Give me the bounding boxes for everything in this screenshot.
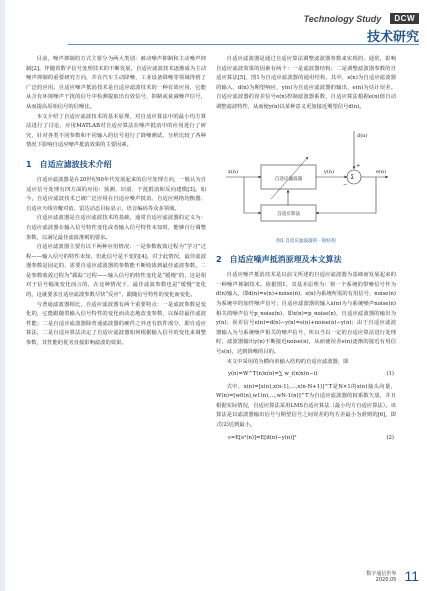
section-number: 1 bbox=[26, 159, 32, 169]
paragraph: 自适应滤波器是在20世纪60年代发展起来的信号处理方向，一般认为自适应信号处理有四方面的应用：预测、识别、干扰抵消和反向建模[3]。如今，自适应滤波技术已被广泛应用在自适应噪声抵消、自适应网络均衡器、自适应天线旁瓣对消、雷达动态目标显示、语音编码等众多领域。 bbox=[26, 176, 206, 212]
filter-label: 自适应滤波器 bbox=[274, 176, 303, 182]
equation-number: (2) bbox=[386, 434, 394, 441]
paragraph: 自适应噪声抵消技术是以前文所述的自适应滤波器为基础而发展起来的一种噪声抑制技术。依据图1，其基本原理为：将一个系统的带噪信号作为d(n)输入，即d(n)=s(n)+noise(n)，s(n)为系统所需的有用信号，noise(n)为系统中的加性噪声信号；自适应滤波器的输入x(n)为与系统噪声noise(n)相关的噪声信号p_noise(n)，即x(n)=p_noise(n)，自适应滤波器的输出为y(n)；误差信号e(n)=d(n)−y(n)=s(n)+noise(n)−y(n)；由于自适应滤波器输入为与系统噪声相关的噪声信号，所以当以一定的自适应算法进行处理时，滤波器输出y(n)不断接近noise(n)，从而使误差e(n)逐渐的接近有用信号s(n)，达到降噪的目的。 bbox=[216, 272, 396, 355]
dcw-logo: DCW bbox=[390, 13, 419, 24]
section-title: 自适应噪声抵消原理及本文算法 bbox=[229, 255, 342, 265]
section-heading-1 bbox=[26, 159, 206, 171]
block-diagram bbox=[216, 117, 396, 235]
label-e: e(n) bbox=[376, 168, 387, 175]
equation-number: (1) bbox=[386, 371, 394, 378]
section-title: 自适应滤波技术介绍 bbox=[39, 159, 112, 169]
label-y: y(n) bbox=[324, 168, 334, 175]
paragraph: 目前，噪声抑制的方式主要分为两大类别：被动噪声抑制和主动噪声抑制[2]。伴随着数字信号处理技术的不断发展，自适应滤波技术逐渐成为主动噪声抑制的重要研究方向，并在汽车主动降噪、工业设备降噪等领域得到了广泛的应用。自适应噪声抵消技术是自适应滤波技术的一种有效应用，它能从含有环境噪声干扰的信号中检测提取出有效信号，抑制或衰减噪声信号，从而提高原始信号的信噪比。 bbox=[26, 56, 206, 110]
algorithm-label: 自适应算法 bbox=[277, 211, 300, 217]
footer-magazine-info bbox=[366, 570, 396, 583]
label-x: x(n) bbox=[228, 168, 238, 175]
paragraph: 与普通滤波器相比，自适应滤波器有两个重要特点：一是滤波参数是变化的，它能跟随着输入信号特性的变化而动态地改变参数，以保持最佳滤波性能；二是自适应滤波器除普通滤波器的硬件之外还有软件部分，即自适应算法，二是自适应算法决定了自适应滤波器如何根据输入信号的变化来调整参数，其性能的优劣直接影响滤波的效果。 bbox=[26, 301, 206, 347]
header-rule bbox=[68, 44, 419, 45]
page-number: 11 bbox=[404, 568, 419, 584]
paragraph: 式中，x(n)=[x(n),x(n-1),…,x(n-N+1)]^T是N×1的x(n)抽头向量，W(n)=[w0(n),w1(n),…,wN-1(n)]^T为自适应滤波器的权系数矢量，并且根据实际情况，自适应算法采用LMS自适应算法（最小均方自适应算法）。该算法是以滤波器输出信号与期望信号之间误差的均方差最小为准则的[6]，即式(2)达到最小。 bbox=[216, 383, 396, 429]
input-tap-line bbox=[244, 177, 261, 213]
label-d: d(n) bbox=[357, 132, 368, 139]
paragraph: 自适应滤波器是通过自适应算法调整滤波器参数来实现的，通常，影响自适应滤波效果的因素有两个：一是滤波器结构；二是调整滤波器参数的自适应算法[5]。图1为自适应滤波器的通用结构，其中，x(n)为自适应滤波器的输入、d(n)为期望响应，y(n)为自适应滤波器的输出，e(n)为估计误差。自适应滤波器的误差信号e(n)控制滤波器系数，自适应算法根据e(n)值自动调整滤波特性，从而使y(n)以某种意义更加接近期望信号d(n)。 bbox=[216, 56, 396, 110]
running-header bbox=[304, 8, 419, 27]
magazine-name: 数字通信世界 bbox=[366, 571, 397, 577]
paragraph: 自适应滤波器主要有以下两种应用情况：一是参数收敛过程为“学习”过程——输入信号的特性未知，但此信号是不变的[4]，对于此情况，最佳滤波器参数是固定的，需要自适应滤波器的参数能不断收敛到最佳滤波参数。二是参数收敛过程为“跟踪”过程——输入信号的特性变化是“缓慢”的，这是相对于信号幅度变化而言的，在这种情况下，最佳滤波参数也是“缓慢”变化的，这就要求自适应滤波参数尽快“反应”，跟随信号特性的变化而变化。 bbox=[26, 244, 206, 299]
left-column bbox=[26, 55, 206, 349]
paragraph: 本文中采用的为横向单输入结构的自适应滤波器，即 bbox=[226, 358, 349, 365]
label-plus: + bbox=[356, 162, 361, 169]
figure-adaptive-filter-structure bbox=[216, 117, 396, 235]
label-sigma: Σ bbox=[350, 173, 355, 181]
issue-date: 2020.05 bbox=[375, 577, 397, 583]
page-footer bbox=[366, 564, 419, 583]
equation-text: y(n)=W^T(n)x(n)=∑ w_i(n)x(n−i) bbox=[228, 371, 318, 378]
section-heading-2 bbox=[216, 254, 396, 266]
label-minus: − bbox=[343, 181, 348, 188]
header-english-title: Technology Study bbox=[303, 13, 382, 24]
equation-1 bbox=[216, 370, 396, 380]
equation-text: ε=E[e²(n)]=E[d(n)−y(n)]² bbox=[228, 434, 297, 441]
right-column bbox=[216, 55, 396, 446]
header-chinese-title: 技术研究 bbox=[366, 30, 419, 45]
page-edge-strip bbox=[0, 0, 5, 591]
equation-2 bbox=[216, 434, 396, 444]
figure-caption: 图1 自适应滤波器的一般结构 bbox=[276, 238, 336, 244]
paragraph: 本文介绍了自适应滤波技术的基本原理，对自适应算法中的最小均方算法进行了讨论，应用MATLAB对自适应算法在噪声抵消中的应用进行了研究，针对各类不同参数和不同输入的信号进行了降噪测试，分析比较了各种情况下影响自适应噪声抵消效果的主要因素。 bbox=[26, 113, 206, 149]
section-number: 2 bbox=[216, 255, 222, 265]
paragraph: 自适应滤波器是自适应滤波技术的基础，通常自适应滤波器的定义为：自适应滤波器在输入信号特性变化或者输入信号特性未知时，能够自行调整参数，以满足最佳滤波准则的要求。 bbox=[26, 215, 206, 241]
